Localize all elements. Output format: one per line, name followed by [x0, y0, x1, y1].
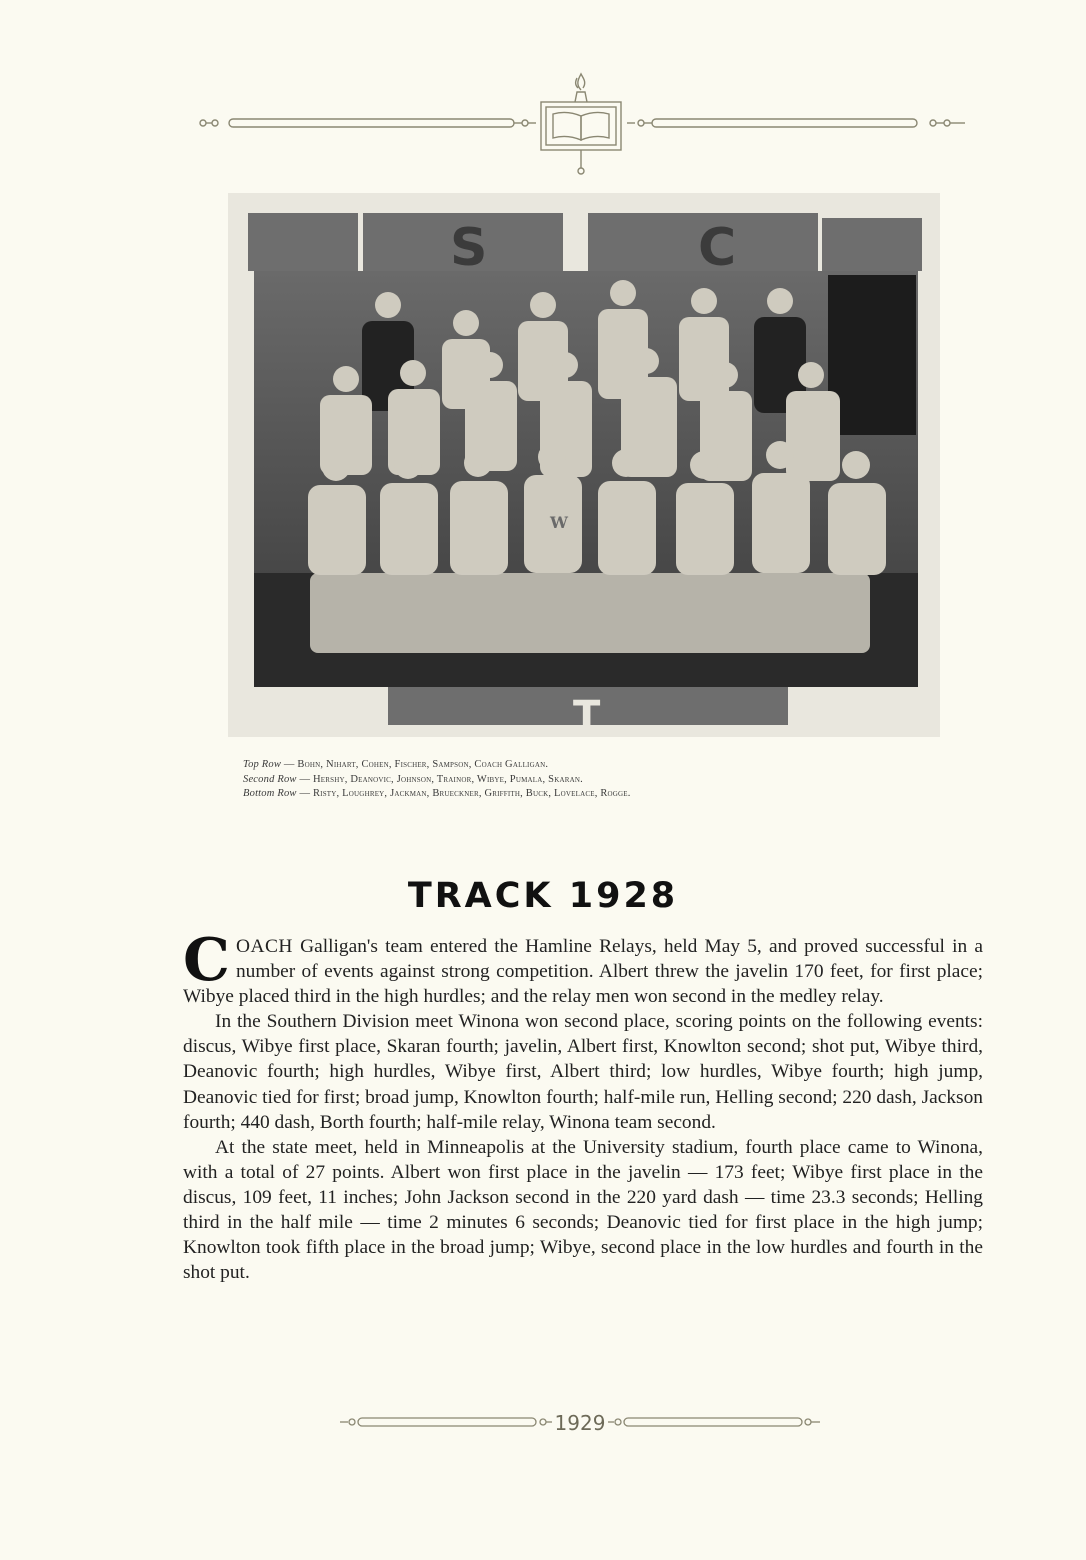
footer-ornament [340, 1405, 820, 1439]
article-title: TRACK 1928 [407, 876, 679, 916]
drop-cap: C [183, 925, 230, 994]
article-paragraph-2: In the Southern Division meet Winona won second place, scoring points on the following events: discus, Wibye first place, Skaran fourth; javelin, Albert first, Knowlton second; shot put, Wibye third, Deanovic fourth; high hurdles, Wibye first, Albert third; low hurdles, Wibye fourth; high jump, Deanovic tied for first; broad jump, Knowlton fourth; half-mile run, Helling second; 220 dash, Jackson fourth; 440 dash, Borth fourth; half-mile relay, Winona team second. [183, 1011, 983, 1133]
caption-row-bottom [243, 787, 933, 802]
paragraph-1-text: Galligan's team entered the Hamline Relays, held May 5, and proved successful in a number of events against strong competition. Albert threw the javelin 170 feet, for first place; Wibye placed third in the high hurdles; and the relay men won second in the medley relay. [183, 936, 983, 1008]
lead-word: OACH [235, 936, 293, 957]
header-ornament [195, 72, 975, 177]
caption-row-names: — Hershy, Deanovic, Johnson, Trainor, Wibye, Pumala, Skaran. [299, 773, 583, 785]
banner-letter-s: S [450, 218, 488, 278]
team-photo-image [228, 193, 940, 737]
footer-year: 1929 [554, 1411, 606, 1435]
caption-row-label: Second Row [243, 773, 297, 785]
jersey-letter: W [550, 513, 568, 532]
article-paragraph-3: At the state meet, held in Minneapolis at the University stadium, fourth place came to Winona, with a total of 27 points. Albert won first place in the javelin — 173 feet; Wibye first place in the discus, 109 feet, 11 inches; John Jackson second in the 220 yard dash — time 23.3 seconds; Helling third in the half mile — time 2 minutes 6 seconds; Deanovic tied for first place in the high jump; Knowlton took fifth place in the broad jump; Wibye, second place in the low hurdles and fourth in the shot put. [183, 1136, 983, 1284]
caption-row-top [243, 758, 933, 773]
team-photo [228, 193, 940, 737]
caption-row-label: Bottom Row [243, 788, 297, 799]
article-body [183, 925, 983, 1285]
photo-caption [243, 758, 933, 802]
caption-row-second [243, 773, 933, 788]
article-paragraph-1 [183, 925, 983, 1009]
banner-letter-t: T [573, 693, 601, 737]
caption-row-names: — Risty, Loughrey, Jackman, Brueckner, Griffith, Buck, Lovelace, Rogge. [299, 788, 631, 799]
caption-row-label: Top Row [243, 759, 282, 770]
caption-row-names: — Bohn, Nihart, Cohen, Fischer, Sampson, Coach Galligan. [283, 759, 549, 770]
banner-letter-c: C [698, 218, 737, 278]
